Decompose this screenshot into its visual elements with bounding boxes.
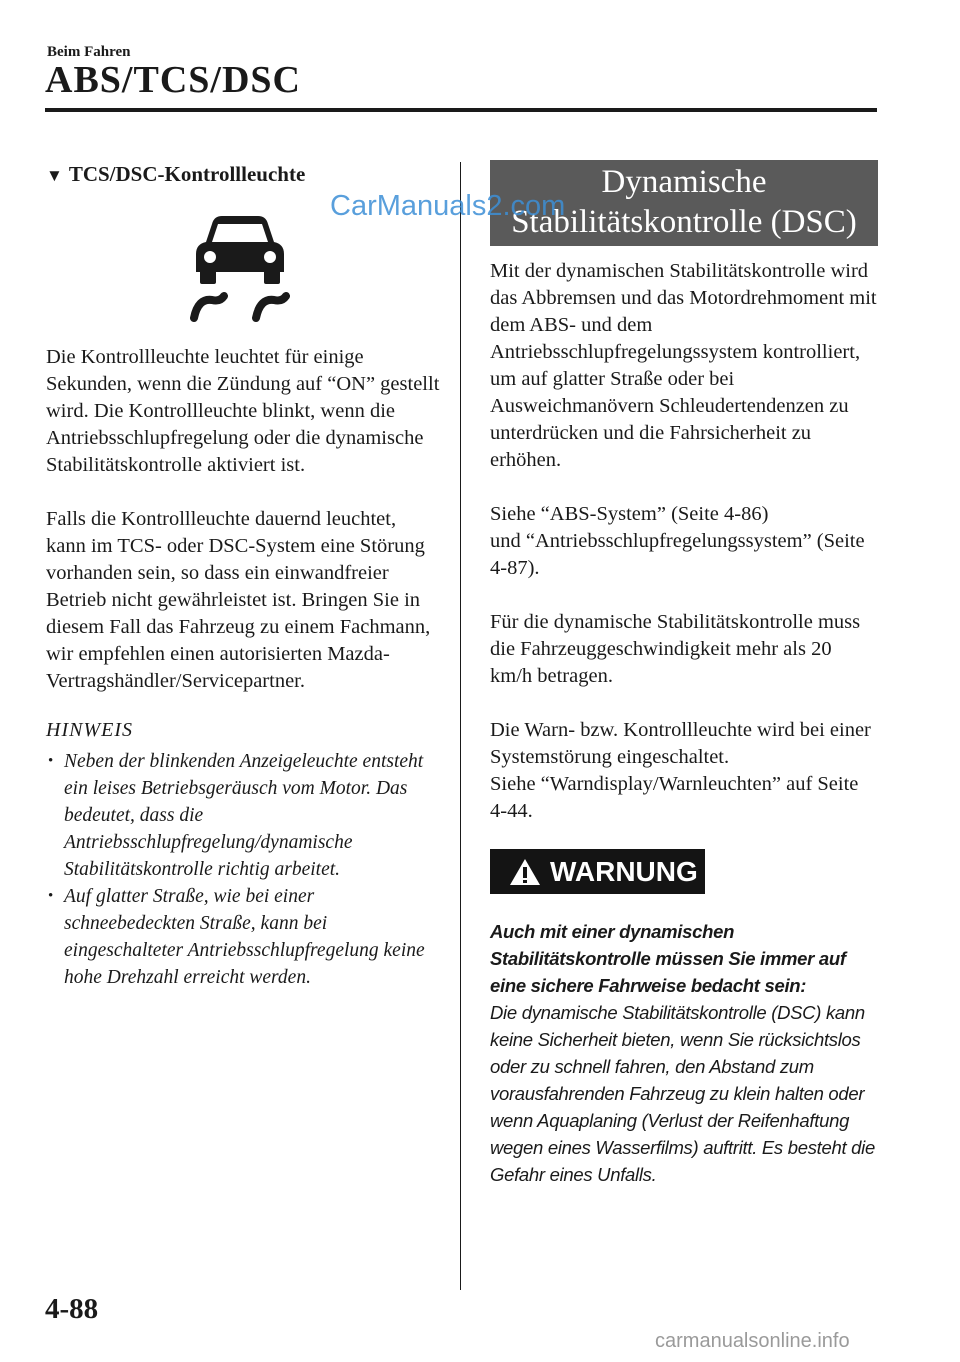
warning-body-text: Die dynamische Stabilitätskontrolle (DSC) kann keine Sicherheit bieten, wenn Sie rücksichtslos oder zu schnell fahren, den Abstand zum vorausfahrenden Fahrzeug zu klein halten oder wenn Aquaplaning (Verlust der Reifenhaftung wegen eines Wasserfilms) auftritt. Es besteht die Gefahr eines Unfalls. xyxy=(490,1002,875,1185)
warning-light-sentence: Die Warn- bzw. Kontrollleuchte wird bei einer Systemstörung eingeschaltet. xyxy=(490,719,871,768)
warning-badge xyxy=(490,849,705,894)
right-paragraph-2 xyxy=(490,501,878,582)
note-item: • Auf glatter Straße, wie bei einer schneebedeckten Straße, kann bei eingeschalteter Antriebsschlupfregelung keine hohe Drehzahl erreicht werden. xyxy=(46,883,441,991)
left-paragraph-1: Die Kontrollleuchte leuchtet für einige Sekunden, wenn die Zündung auf “ON” gestellt wird. Die Kontrollleuchte blinkt, wenn die Antriebsschlupfregelung oder die dynamische Stabilitätskontrolle aktiviert ist. xyxy=(46,346,440,476)
triangle-down-icon: ▼ xyxy=(46,166,63,185)
tcs-dsc-warning-light-icon xyxy=(190,210,290,330)
note-list xyxy=(46,748,441,991)
tcs-reference: und “Antriebsschlupfregelungssystem” (Seite 4-87). xyxy=(490,530,865,579)
column-divider xyxy=(460,162,461,1290)
warning-bold-text: Auch mit einer dynamischen Stabilitätskontrolle müssen Sie immer auf eine sichere Fahrweise bedacht sein: xyxy=(490,921,846,996)
tcs-dsc-heading xyxy=(46,160,441,190)
abs-reference: Siehe “ABS-System” (Seite 4-86) xyxy=(490,503,769,525)
section-label: Beim Fahren xyxy=(47,44,131,60)
note-item: • Neben der blinkenden Anzeigeleuchte entsteht ein leises Betriebsgeräusch vom Motor. Das bedeutet, dass die Antriebsschlupfregelung/dynamische Stabilitätskontrolle richtig arbeitet. xyxy=(46,748,441,883)
banner-line-2: Stabilitätskontrolle (DSC) xyxy=(511,204,857,240)
right-paragraph-1: Mit der dynamischen Stabilitätskontrolle wird das Abbremsen und das Motordrehmoment mit dem ABS- und dem Antriebsschlupfregelungssystem kontrolliert, um auf glatter Straße oder bei Ausweichmanövern Schleudertendenzen zu unterdrücken und die Fahrsicherheit zu erhöhen. xyxy=(490,260,877,471)
watermark: CarManuals2.com xyxy=(330,190,566,222)
warning-label: WARNUNG xyxy=(550,855,698,887)
right-paragraph-3: Für die dynamische Stabilitätskontrolle muss die Fahrzeuggeschwindigkeit mehr als 20 km/h betragen. xyxy=(490,611,861,687)
banner-line-1: Dynamische xyxy=(601,164,767,200)
header-rule xyxy=(45,108,877,112)
tcs-dsc-heading-text: TCS/DSC-Kontrollleuchte xyxy=(68,162,306,186)
right-column xyxy=(490,160,878,1188)
page-number: 4-88 xyxy=(45,1293,99,1325)
chapter-title: ABS/TCS/DSC xyxy=(45,59,301,101)
footer-watermark: carmanualsonline.info xyxy=(655,1330,850,1352)
warning-light-reference: Siehe “Warndisplay/Warnleuchten” auf Seite 4-44. xyxy=(490,773,859,822)
warning-triangle-icon xyxy=(508,857,542,887)
left-paragraph-2: Falls die Kontrollleuchte dauernd leuchtet, kann im TCS- oder DSC-System eine Störung vorhanden sein, so dass ein einwandfreier Betrieb nicht gewährleistet ist. Bringen Sie in diesem Fall das Fahrzeug zu einem Fachmann, wir empfehlen einen autorisierten Mazda-Vertragshändler/Servicepartner. xyxy=(46,508,431,692)
right-paragraph-4 xyxy=(490,717,878,825)
hinweis-title: HINWEIS xyxy=(46,719,133,741)
left-column xyxy=(46,160,441,991)
warning-text xyxy=(490,918,878,1188)
